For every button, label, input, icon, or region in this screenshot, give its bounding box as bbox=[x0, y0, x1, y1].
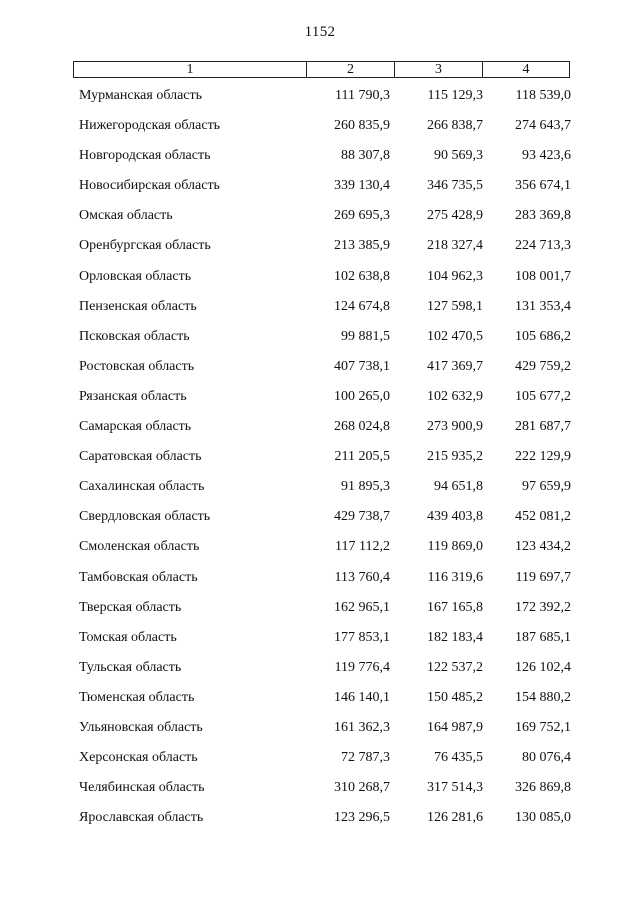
value-column-3: 127 598,1 bbox=[427, 298, 483, 314]
table-row bbox=[0, 688, 640, 718]
value-column-3: 215 935,2 bbox=[427, 449, 483, 465]
table-row bbox=[0, 718, 640, 748]
region-name: Саратовская область bbox=[79, 449, 202, 465]
value-column-4: 356 674,1 bbox=[515, 178, 571, 194]
value-column-3: 164 987,9 bbox=[427, 719, 483, 735]
value-column-4: 154 880,2 bbox=[515, 689, 571, 705]
region-name: Смоленская область bbox=[79, 539, 200, 555]
value-column-4: 131 353,4 bbox=[515, 298, 571, 314]
table-row bbox=[0, 387, 640, 417]
value-column-3: 76 435,5 bbox=[434, 750, 483, 766]
table-row bbox=[0, 267, 640, 297]
region-name: Новосибирская область bbox=[79, 178, 220, 194]
value-column-4: 326 869,8 bbox=[515, 780, 571, 796]
value-column-2: 91 895,3 bbox=[341, 479, 390, 495]
value-column-2: 88 307,8 bbox=[341, 148, 390, 164]
region-name: Тульская область bbox=[79, 659, 182, 675]
value-column-3: 218 327,4 bbox=[427, 238, 483, 254]
table-header bbox=[73, 61, 570, 78]
value-column-2: 339 130,4 bbox=[334, 178, 390, 194]
region-name: Новгородская область bbox=[79, 148, 211, 164]
value-column-4: 93 423,6 bbox=[522, 148, 571, 164]
table-row bbox=[0, 297, 640, 327]
region-name: Сахалинская область bbox=[79, 479, 205, 495]
region-name: Тамбовская область bbox=[79, 569, 198, 585]
value-column-3: 90 569,3 bbox=[434, 148, 483, 164]
table-row bbox=[0, 778, 640, 808]
value-column-3: 115 129,3 bbox=[427, 88, 483, 103]
value-column-2: 211 205,5 bbox=[334, 449, 390, 465]
value-column-2: 146 140,1 bbox=[334, 689, 390, 705]
region-name: Херсонская область bbox=[79, 750, 198, 766]
region-name: Оренбургская область bbox=[79, 238, 211, 254]
region-name: Омская область bbox=[79, 208, 173, 224]
table-row bbox=[0, 86, 640, 116]
value-column-2: 177 853,1 bbox=[334, 629, 390, 645]
value-column-3: 182 183,4 bbox=[427, 629, 483, 645]
column-header-3: 3 bbox=[395, 62, 483, 77]
region-name: Свердловская область bbox=[79, 509, 211, 525]
value-column-2: 268 024,8 bbox=[334, 419, 390, 435]
value-column-2: 161 362,3 bbox=[334, 719, 390, 735]
region-name: Ярославская область bbox=[79, 810, 204, 826]
value-column-4: 281 687,7 bbox=[515, 419, 571, 435]
value-column-4: 118 539,0 bbox=[515, 88, 571, 103]
value-column-2: 429 738,7 bbox=[334, 509, 390, 525]
value-column-2: 310 268,7 bbox=[334, 780, 390, 796]
region-name: Ростовская область bbox=[79, 358, 195, 374]
page-number: 1152 bbox=[304, 24, 336, 40]
value-column-3: 346 735,5 bbox=[427, 178, 483, 194]
value-column-3: 150 485,2 bbox=[427, 689, 483, 705]
value-column-2: 100 265,0 bbox=[334, 388, 390, 404]
value-column-4: 283 369,8 bbox=[515, 208, 571, 224]
table-row bbox=[0, 206, 640, 236]
table-row bbox=[0, 628, 640, 658]
value-column-4: 119 697,7 bbox=[515, 569, 571, 585]
value-column-3: 439 403,8 bbox=[427, 509, 483, 525]
column-header-1: 1 bbox=[74, 62, 307, 77]
region-name: Челябинская область bbox=[79, 780, 205, 796]
table-body bbox=[0, 86, 640, 838]
value-column-4: 429 759,2 bbox=[515, 358, 571, 374]
table-row bbox=[0, 357, 640, 387]
value-column-2: 162 965,1 bbox=[334, 599, 390, 615]
value-column-4: 130 085,0 bbox=[515, 810, 571, 826]
table-row bbox=[0, 568, 640, 598]
value-column-2: 260 835,9 bbox=[334, 118, 390, 134]
region-name: Нижегородская область bbox=[79, 118, 221, 134]
value-column-4: 105 677,2 bbox=[515, 388, 571, 404]
value-column-3: 273 900,9 bbox=[427, 419, 483, 435]
table-row bbox=[0, 146, 640, 176]
value-column-2: 213 385,9 bbox=[334, 238, 390, 254]
value-column-2: 102 638,8 bbox=[334, 268, 390, 284]
value-column-4: 105 686,2 bbox=[515, 328, 571, 344]
value-column-3: 119 869,0 bbox=[427, 539, 483, 555]
column-header-2: 2 bbox=[307, 62, 395, 77]
value-column-4: 452 081,2 bbox=[515, 509, 571, 525]
region-name: Томская область bbox=[79, 629, 177, 645]
region-name: Тверская область bbox=[79, 599, 182, 615]
value-column-3: 122 537,2 bbox=[427, 659, 483, 675]
value-column-2: 407 738,1 bbox=[334, 358, 390, 374]
value-column-4: 126 102,4 bbox=[515, 659, 571, 675]
value-column-3: 116 319,6 bbox=[427, 569, 483, 585]
value-column-4: 274 643,7 bbox=[515, 118, 571, 134]
region-name: Псковская область bbox=[79, 328, 190, 344]
table-row bbox=[0, 447, 640, 477]
region-name: Самарская область bbox=[79, 419, 192, 435]
value-column-4: 224 713,3 bbox=[515, 238, 571, 254]
value-column-3: 102 470,5 bbox=[427, 328, 483, 344]
table-row bbox=[0, 116, 640, 146]
table-row bbox=[0, 236, 640, 266]
table-row bbox=[0, 327, 640, 357]
value-column-3: 102 632,9 bbox=[427, 388, 483, 404]
value-column-2: 117 112,2 bbox=[335, 539, 390, 555]
value-column-3: 266 838,7 bbox=[427, 118, 483, 134]
value-column-3: 275 428,9 bbox=[427, 208, 483, 224]
value-column-4: 169 752,1 bbox=[515, 719, 571, 735]
value-column-3: 104 962,3 bbox=[427, 268, 483, 284]
table-row bbox=[0, 658, 640, 688]
value-column-4: 80 076,4 bbox=[522, 750, 571, 766]
value-column-2: 111 790,3 bbox=[335, 88, 390, 103]
table-row bbox=[0, 808, 640, 838]
value-column-3: 317 514,3 bbox=[427, 780, 483, 796]
region-name: Рязанская область bbox=[79, 388, 187, 404]
value-column-2: 119 776,4 bbox=[334, 659, 390, 675]
value-column-4: 187 685,1 bbox=[515, 629, 571, 645]
region-name: Тюменская область bbox=[79, 689, 195, 705]
value-column-4: 97 659,9 bbox=[522, 479, 571, 495]
table-row bbox=[0, 417, 640, 447]
table-row bbox=[0, 507, 640, 537]
value-column-2: 124 674,8 bbox=[334, 298, 390, 314]
region-name: Орловская область bbox=[79, 268, 192, 284]
region-name: Мурманская область bbox=[79, 88, 203, 103]
value-column-2: 72 787,3 bbox=[341, 750, 390, 766]
value-column-3: 167 165,8 bbox=[427, 599, 483, 615]
value-column-3: 94 651,8 bbox=[434, 479, 483, 495]
value-column-2: 99 881,5 bbox=[341, 328, 390, 344]
value-column-4: 222 129,9 bbox=[515, 449, 571, 465]
table-row bbox=[0, 477, 640, 507]
table-row bbox=[0, 598, 640, 628]
region-name: Ульяновская область bbox=[79, 719, 203, 735]
value-column-4: 172 392,2 bbox=[515, 599, 571, 615]
column-header-4: 4 bbox=[522, 62, 530, 77]
region-name: Пензенская область bbox=[79, 298, 197, 314]
value-column-3: 126 281,6 bbox=[427, 810, 483, 826]
value-column-4: 108 001,7 bbox=[515, 268, 571, 284]
table-row bbox=[0, 176, 640, 206]
table-row bbox=[0, 537, 640, 567]
value-column-3: 417 369,7 bbox=[427, 358, 483, 374]
value-column-2: 113 760,4 bbox=[334, 569, 390, 585]
value-column-2: 123 296,5 bbox=[334, 810, 390, 826]
table-row bbox=[0, 748, 640, 778]
value-column-2: 269 695,3 bbox=[334, 208, 390, 224]
value-column-4: 123 434,2 bbox=[515, 539, 571, 555]
